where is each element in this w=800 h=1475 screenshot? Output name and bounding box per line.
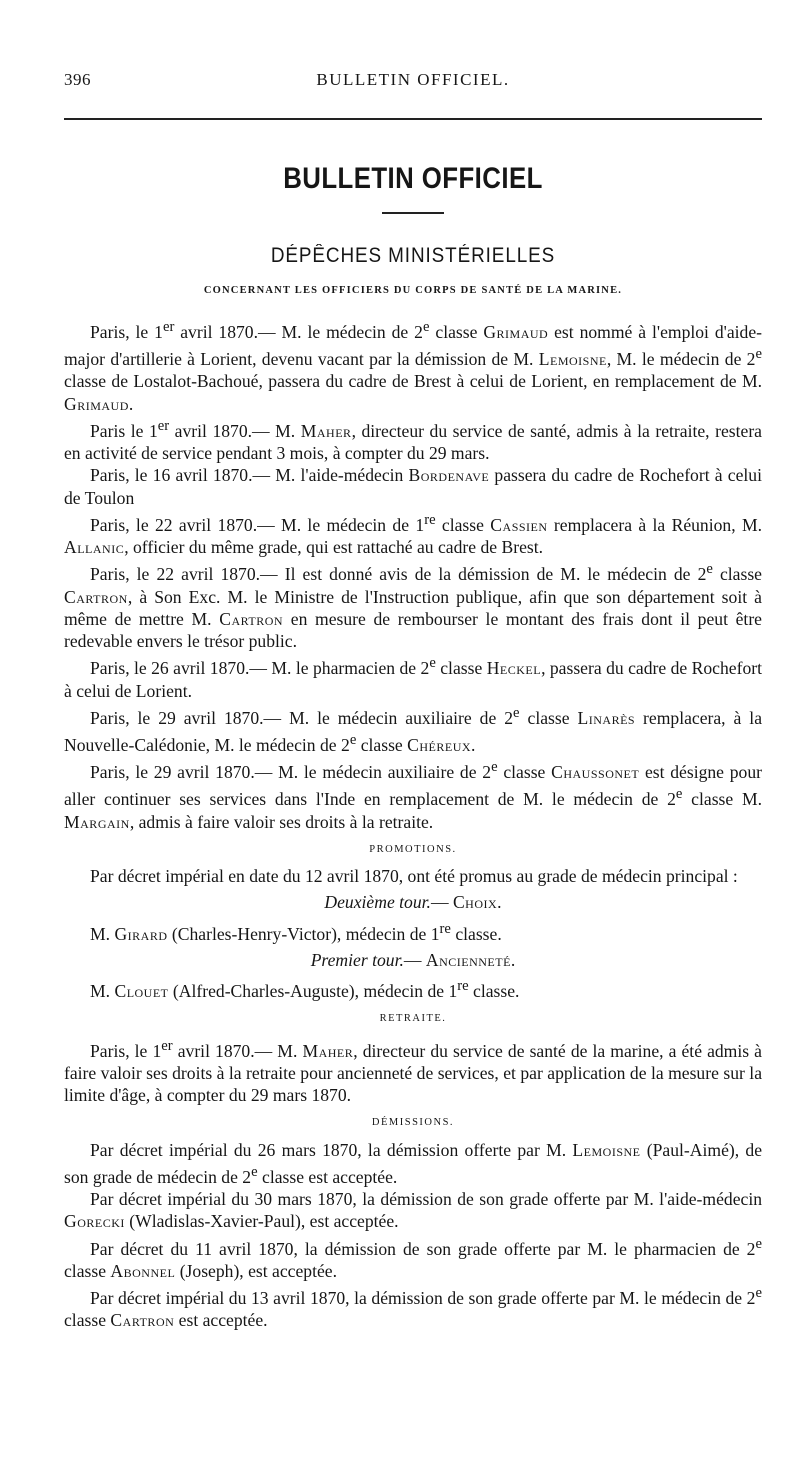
header-rule: [64, 118, 762, 120]
promotion-girard: M. Girard (Charles-Henry-Victor), médecin de 1re classe.: [90, 920, 502, 944]
section-title: DÉPÊCHES MINISTÉRIELLES: [270, 244, 556, 267]
name-allanic: Allanic: [64, 537, 125, 558]
demissions-heading: DÉMISSIONS.: [371, 1117, 455, 1129]
promotions-intro: Par décret impérial en date du 12 avril 1870, ont été promus au grade de médecin principal :: [90, 866, 738, 887]
name-cartron: Cartron: [64, 586, 128, 607]
demission-lemoisne: Par décret impérial du 26 mars 1870, la démission offerte par M. Lemoisne (Paul-Aimé), de son grade de médecin de 2e classe est acceptée.: [64, 1139, 763, 1187]
page-number: 396: [64, 70, 91, 89]
demission-cartron: Par décret impérial du 13 avril 1870, la démission de son grade offerte par M. le médecin de 2e classe Cartron est acceptée.: [64, 1285, 762, 1331]
section-subtitle: CONCERNANT LES OFFICIERS DU CORPS DE SANTÉ DE LA MARINE.: [203, 285, 623, 296]
name-grimaud: Grimaud: [483, 321, 549, 342]
paragraph-cartron: Paris, le 22 avril 1870.— Il est donné avis de la démission de M. le médecin de 2e classe Cartron, à Son Exc. M. le Ministre de l'Instruction publique, afin que son département soit à même de mettre M. Cartron en mesure de rembourser le montant des frais dont il peut être redevable envers le trésor public.: [64, 561, 762, 652]
promotion-clouet: M. Clouet (Alfred-Charles-Auguste), médecin de 1re classe.: [90, 978, 520, 1002]
paragraph-retraite: Paris, le 1er avril 1870.— M. Maher, directeur du service de santé de la marine, a été admis à faire valoir ses droits à la retraite pour ancienneté de services, et par application de la mesure sur la limite d'âge, à compter du 29 mars 1870.: [64, 1037, 762, 1106]
paragraph-cassien: Paris, le 22 avril 1870.— M. le médecin de 1re classe Cassien remplacera à la Réunion, M. Allanic, officier du même grade, qui est rattaché au cadre de Brest.: [64, 511, 762, 558]
name-lemoisne: Lemoisne: [538, 349, 607, 370]
name-lemoisne-2: Lemoisne: [572, 1139, 641, 1160]
name-linares: Linarès: [577, 707, 636, 728]
title-divider: [382, 212, 444, 214]
name-gorecki: Gorecki: [64, 1211, 125, 1232]
name-cartron-2: Cartron: [219, 608, 284, 629]
name-clouet: Clouet: [114, 981, 169, 1002]
paragraph-grimaud: Paris, le 1er avril 1870.— M. le médecin de 2e classe Grimaud est nommé à l'emploi d'aide-major d'artillerie à Lorient, devenu vacant par la démission de M. Lemoisne, M. le médecin de 2e classe de Lostalot-Bachoué, passera du cadre de Brest à celui de Lorient, en remplacement de M. Grimaud.: [64, 319, 762, 414]
name-maher: Maher: [300, 420, 352, 441]
name-cassien: Cassien: [490, 514, 548, 535]
name-maher-2: Maher: [302, 1040, 354, 1061]
running-title: BULLETIN OFFICIEL.: [316, 70, 510, 89]
name-girard: Girard: [114, 923, 168, 944]
name-heckel: Heckel: [486, 658, 542, 679]
promotion-anciennete-line: Premier tour.— Ancienneté.: [310, 949, 516, 970]
name-margain: Margain: [64, 811, 130, 832]
paragraph-bordenave: Paris, le 16 avril 1870.— M. l'aide-médecin Bordenave passera du cadre de Rochefort à celui de Toulon: [64, 465, 762, 508]
name-chereux: Chéreux: [407, 734, 472, 755]
main-title: BULLETIN OFFICIEL: [283, 162, 543, 195]
promotions-heading: PROMOTIONS.: [369, 843, 457, 855]
paragraph-heckel: Paris, le 26 avril 1870.— M. le pharmacien de 2e classe Heckel, passera du cadre de Rochefort à celui de Lorient.: [64, 655, 762, 701]
retraite-heading: RETRAITE.: [379, 1013, 447, 1025]
demission-gorecki: Par décret impérial du 30 mars 1870, la démission de son grade offerte par M. l'aide-médecin Gorecki (Wladislas-Xavier-Paul), est acceptée.: [64, 1189, 762, 1232]
name-bordenave: Bordenave: [408, 465, 490, 486]
name-cartron-3: Cartron: [110, 1310, 175, 1331]
paragraph-linares: Paris, le 29 avril 1870.— M. le médecin auxiliaire de 2e classe Linarès remplacera, à la Nouvelle-Calédonie, M. le médecin de 2e classe Chéreux.: [64, 704, 763, 755]
body-text: [64, 316, 762, 1332]
name-abonnel: Abonnel: [110, 1260, 176, 1281]
name-chaussonet: Chaussonet: [551, 762, 640, 783]
paragraph-chaussonet: Paris, le 29 avril 1870.— M. le médecin auxiliaire de 2e classe Chaussonet est désigne pour aller continuer ses services dans l'Inde en remplacement de M. le médecin de 2e classe M. Margain, admis à faire valoir ses droits à la retraite.: [64, 759, 763, 832]
paragraph-maher: Paris le 1er avril 1870.— M. Maher, directeur du service de santé, admis à la retraite, restera en activité de service pendant 3 mois, à compter du 29 mars.: [64, 417, 762, 464]
demission-abonnel: Par décret du 11 avril 1870, la démission de son grade offerte par M. le pharmacien de 2e classe Abonnel (Joseph), est acceptée.: [64, 1235, 762, 1281]
running-header: [64, 70, 762, 98]
promotion-choix-line: Deuxième tour.— Choix.: [324, 892, 502, 913]
name-grimaud-2: Grimaud: [64, 393, 129, 414]
